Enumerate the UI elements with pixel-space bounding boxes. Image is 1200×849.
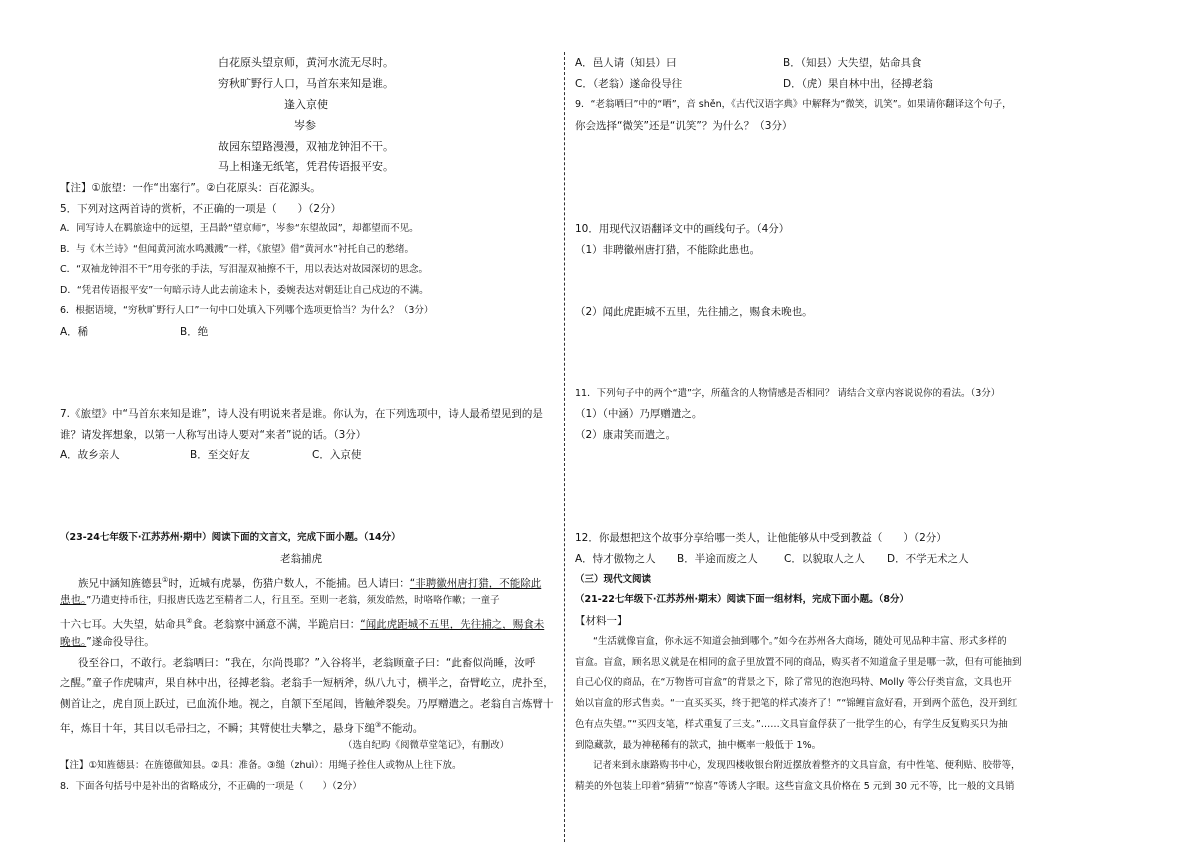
material-1-line-4: 始以盲盒的形式售卖。“一直买买买，终于把笔的样式凑齐了！”“锦鲤盲盒好看，开到两个蓝色，没开到红: [575, 698, 1018, 709]
q11-sentence-1: （1）（中涵）乃厚赠遣之。: [575, 408, 703, 420]
q6-option-a: A．稀: [60, 326, 89, 338]
note-1: 【注】①旅望：一作“出塞行”。②白花原头：百花源头。: [60, 182, 321, 194]
q8-option-a: A．邑人请（知县）曰: [575, 57, 677, 69]
q8-stem: 8．下面各句括号中是补出的省略成分，不正确的一项是（ ）（2分）: [60, 781, 362, 792]
story-line-3: 十六七耳。大失望，姑命具②食。老翁察中涵意不满，半跪启曰：“闻此虎距城不五里，先往捕之，赐食未: [60, 617, 545, 631]
q7-option-a: A．故乡亲人: [60, 449, 120, 461]
q7-option-c: C．入京使: [312, 449, 362, 461]
q10-stem: 10．用现代汉语翻译文中的画线句子。（4分）: [575, 223, 790, 235]
underlined-sentence-1b: 患也。: [60, 594, 87, 606]
material-1-label: 【材料一】: [575, 615, 628, 627]
story-line-7: 侧首让之，虎自顶上跃过，已血流仆地。视之，自颔下至尾闾，皆触斧裂矣。乃厚赠遣之。老翁自言炼臂十: [60, 698, 554, 710]
q12-option-a: A．恃才傲物之人: [575, 553, 656, 565]
story-title: 老翁捕虎: [280, 553, 322, 565]
section-head-classical: （23-24七年级下·江苏苏州·期中）阅读下面的文言文，完成下面小题。（14分）: [60, 532, 401, 543]
poem2-line1: 故园东望路漫漫，双袖龙钟泪不干。: [218, 140, 394, 153]
q6-option-b: B．绝: [180, 326, 209, 338]
q8-option-d: D．（虎）果自林中出，径搏老翁: [783, 78, 933, 90]
story-line-6: 之醒。”童子作虎啸声，果自林中出，径搏老翁。老翁手一短柄斧，纵八九寸，横半之，奋臂屹立，虎扑至，: [60, 677, 554, 689]
story-line-5: 役至谷口，不敢行。老翁哂曰：“我在，尔尚畏耶？”入谷将半，老翁顾童子曰：“此畜似尚睡，汝呼: [78, 657, 536, 669]
material-2-line-2: 精美的外包装上印着“猜猜”“惊喜”等诱人字眼。这些盲盒文具价格在 5 元到 30 元不等，比一般的文具销: [575, 781, 1015, 792]
material-1-line-5: 色有点失望。”“买四支笔，样式重复了三支。”……文具盲盒俘获了一批学生的心，有学生反复购买只为抽: [575, 719, 1008, 730]
right-column: [567, 0, 1200, 849]
q11-sentence-2: （2）康肃笑而遣之。: [575, 429, 677, 441]
q7-stem-1: 7.《旅望》中“马首东来知是谁”，诗人没有明说来者是谁。你认为，在下列选项中，诗人最希望见到的是: [60, 408, 543, 420]
poem2-author: 岑参: [294, 119, 316, 132]
section-3-title: （三）现代文阅读: [575, 574, 652, 585]
underlined-sentence-2a: “闻此虎距城不五里，先往捕之，赐食未: [360, 618, 545, 631]
q7-stem-2: 谁？请发挥想象，以第一人称写出诗人要对“来者”说的话。（3分）: [60, 429, 367, 441]
poem2-title: 逢入京使: [284, 98, 328, 111]
q12-option-c: C．以貌取人之人: [784, 553, 865, 565]
poem1-line1: 白花原头望京师，黄河水流无尽时。: [218, 56, 394, 69]
q5-option-c: C．“双袖龙钟泪不干”用夸张的手法，写泪湿双袖擦不干，用以表达对故园深切的思念。: [60, 264, 428, 275]
poem2-line2: 马上相逢无纸笔，凭君传语报平安。: [218, 160, 394, 173]
q5-stem: 5．下列对这两首诗的赏析，不正确的一项是（ ）（2分）: [60, 203, 342, 215]
q9-line-2: 你会选择“微笑”还是“讥笑”？为什么？（3分）: [575, 120, 793, 132]
q10-sentence-1: （1）非聘徽州唐打猎，不能除此患也。: [575, 244, 761, 256]
q5-option-b: B．与《木兰诗》“但闻黄河流水鸣溅溅”一样，《旅望》借“黄河水”衬托自己的愁绪。: [60, 244, 414, 255]
left-column: [0, 0, 565, 849]
q5-option-d: D．“凭君传语报平安”一句暗示诗人此去前途未卜，委婉表达对朝廷让自己戍边的不满。: [60, 285, 429, 296]
q10-sentence-2: （2）闻此虎距城不五里，先往捕之，赐食未晚也。: [575, 306, 813, 318]
material-1-line-1: “生活就像盲盒，你永远不知道会抽到哪个。”如今在苏州各大商场，随处可见品种丰富、形式多样的: [593, 636, 1007, 647]
story-source: （选自纪昀《阅微草堂笔记》，有删改）: [343, 740, 510, 751]
material-1-line-2: 盲盒。盲盒，顾名思义就是在相同的盒子里放置不同的商品，购买者不知道盒子里是哪一款，但有可能抽到: [575, 657, 1022, 668]
q11-stem: 11．下列句子中的两个“遣”字，所蕴含的人物情感是否相同？ 请结合文章内容说说你的看法。（3分）: [575, 388, 1001, 399]
q12-option-d: D．不学无术之人: [887, 553, 969, 565]
material-1-line-6: 到隐藏款，最为神秘稀有的款式，抽中概率一般低于 1%。: [575, 740, 822, 751]
q12-stem: 12．你最想把这个故事分享给哪一类人，让他能够从中受到教益（ ）（2分）: [575, 532, 947, 544]
note-2: 【注】①知旌德县：在旌德做知县。②具：准备。③缒（zhuì）：用绳子拴住人或物从上往下放。: [60, 760, 462, 771]
q9-line-1: 9．“老翁哂曰”中的“哂”，音 shěn，《古代汉语字典》中解释为“微笑，讥笑”。如果请你翻译这个句子，: [575, 99, 1012, 110]
q5-option-a: A．同写诗人在羁旅途中的远望，王昌龄“望京师”，岑参“东望故园”，却都望而不见。: [60, 223, 419, 234]
story-line-1: 族兄中涵知旌德县①时，近城有虎暴，伤猎户数人，不能捕。邑人请曰：“非聘徽州唐打猎，不能除此: [78, 576, 542, 590]
q12-option-b: B．半途而废之人: [677, 553, 758, 565]
underlined-sentence-1a: “非聘徽州唐打猎，不能除此: [409, 577, 542, 590]
story-line-2: 患也。”乃遣吏持币往，归报唐氏选艺至精者二人，行且至。至则一老翁，须发皓然，时咯咯作嗽；一童子: [60, 594, 500, 606]
underlined-sentence-2b: 晚也。: [60, 636, 87, 648]
section-3-head: （21-22七年级下·江苏苏州·期末）阅读下面一组材料，完成下面小题。（8分）: [575, 594, 909, 605]
q8-option-c: C．（老翁）遂命役导往: [575, 78, 683, 90]
material-2-line-1: 记者来到永康路购书中心，发现四楼收银台附近摆放着整齐的文具盲盒，有中性笔、便利贴、胶带等，: [593, 760, 1021, 771]
poem1-line2: 穷秋旷野行人口，马首东来知是谁。: [218, 77, 394, 90]
q6-stem: 6．根据语境，“穷秋旷野行人口”一句中口处填入下列哪个选项更恰当？为什么？（3分）: [60, 305, 434, 316]
q7-option-b: B．至交好友: [190, 449, 250, 461]
q8-option-b: B．（知县）大失望，姑命具食: [783, 57, 922, 69]
story-line-4: 晚也。”遂命役导往。: [60, 636, 155, 648]
material-1-line-3: 自己心仪的商品，在“万物皆可盲盒”的背景之下，除了常见的泡泡玛特、Molly 等公仔类盲盒，文具也开: [575, 677, 1012, 688]
story-line-8: 年，炼目十年，其目以毛帚扫之，不瞬；其臂使壮夫攀之，悬身下缒③不能动。: [60, 721, 424, 735]
